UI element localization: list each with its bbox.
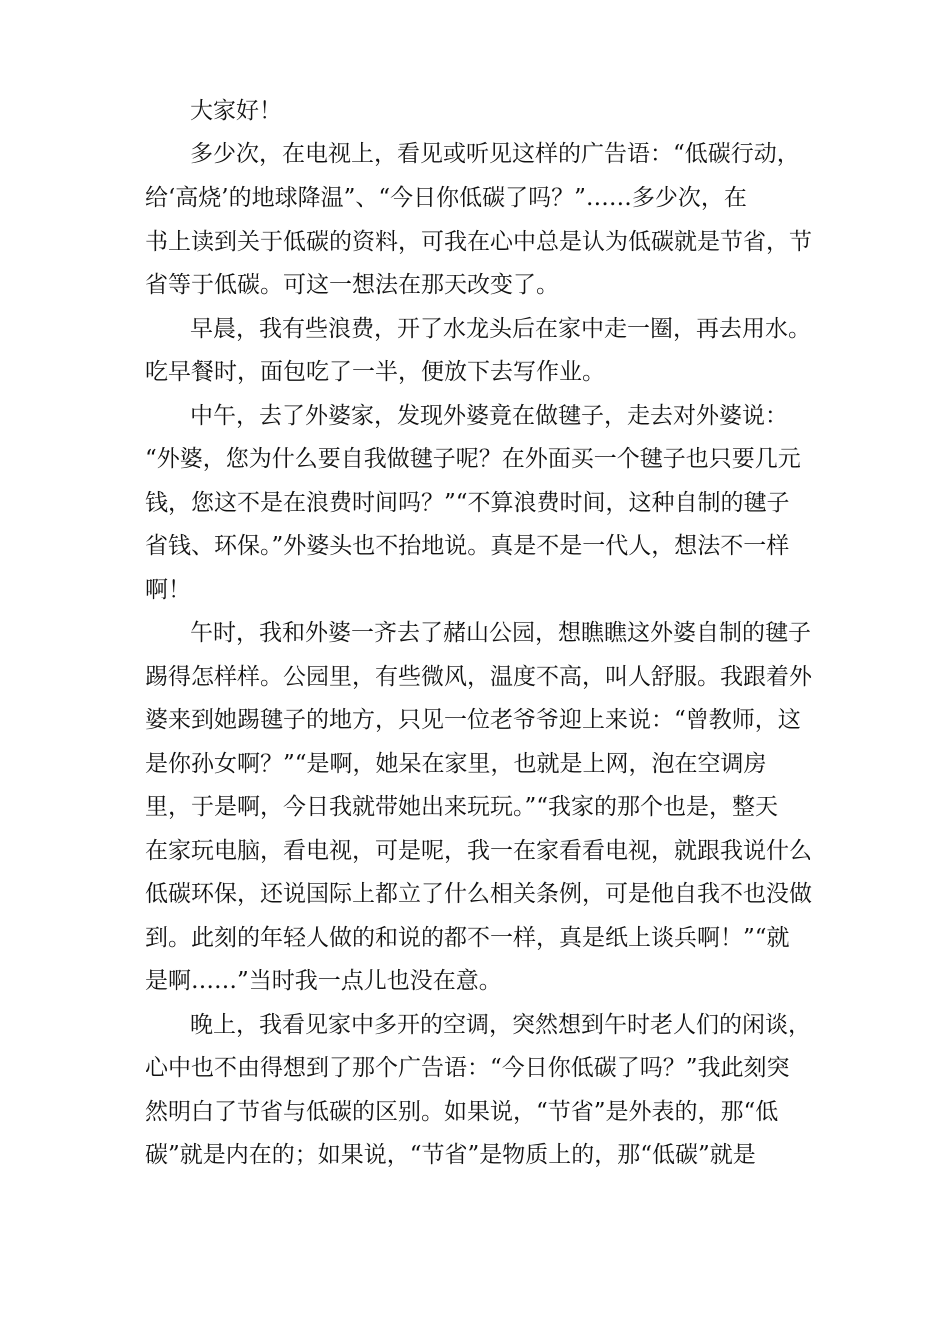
- text-line: 里，于是啊，今日我就带她出来玩玩。”“我家的那个也是，整天: [145, 794, 779, 820]
- text-line: 省等于低碳。可这一想法在那天改变了。: [145, 272, 559, 298]
- text-line: 啊！: [145, 577, 191, 603]
- text-line: 吃早餐时，面包吃了一半，便放下去写作业。: [145, 359, 605, 385]
- text-line: 是啊……”当时我一点儿也没在意。: [145, 968, 502, 994]
- text-line: 婆来到她踢毽子的地方，只见一位老爷爷迎上来说：“曾教师，这: [145, 707, 801, 733]
- text-line: 午时，我和外婆一齐去了赭山公园，想瞧瞧这外婆自制的毽子: [190, 620, 811, 646]
- text-line: 碳”就是内在的；如果说，“节省”是物质上的，那“低碳”就是: [145, 1142, 756, 1168]
- text-line: 早晨，我有些浪费，开了水龙头后在家中走一圈，再去用水。: [190, 316, 811, 342]
- text-line: 钱，您这不是在浪费时间吗？”“不算浪费时间，这种自制的毽子: [145, 490, 790, 516]
- text-line: “外婆，您为什么要自我做毽子呢？在外面买一个毽子也只要几元: [145, 446, 801, 472]
- text-line: 是你孙女啊？”“是啊，她呆在家里，也就是上网，泡在空调房: [145, 751, 767, 777]
- text-line: 到。此刻的年轻人做的和说的都不一样，真是纸上谈兵啊！”“就: [145, 925, 790, 951]
- text-line: 省钱、环保。”外婆头也不抬地说。真是不是一代人，想法不一样: [145, 533, 790, 559]
- text-line: 踢得怎样样。公园里，有些微风，温度不高，叫人舒服。我跟着外: [145, 664, 812, 690]
- text-line: 晚上，我看见家中多开的空调，突然想到午时老人们的闲谈，: [190, 1012, 811, 1038]
- text-line: 大家好！: [190, 98, 282, 124]
- text-line: 心中也不由得想到了那个广告语：“今日你低碳了吗？”我此刻突: [145, 1055, 790, 1081]
- text-line: 给‘高烧’的地球降温”、“今日你低碳了吗？”……多少次，在: [145, 185, 747, 211]
- text-line: 多少次，在电视上，看见或听见这样的广告语：“低碳行动，: [190, 141, 800, 167]
- text-line: 在家玩电脑，看电视，可是呢，我一在家看看电视，就跟我说什么: [145, 838, 812, 864]
- text-line: 书上读到关于低碳的资料，可我在心中总是认为低碳就是节省，节: [145, 229, 812, 255]
- text-line: 然明白了节省与低碳的区别。如果说，“节省”是外表的，那“低: [145, 1099, 779, 1125]
- text-line: 低碳环保，还说国际上都立了什么相关条例，可是他自我不也没做: [145, 881, 812, 907]
- text-line: 中午，去了外婆家，发现外婆竟在做毽子，走去对外婆说：: [190, 403, 788, 429]
